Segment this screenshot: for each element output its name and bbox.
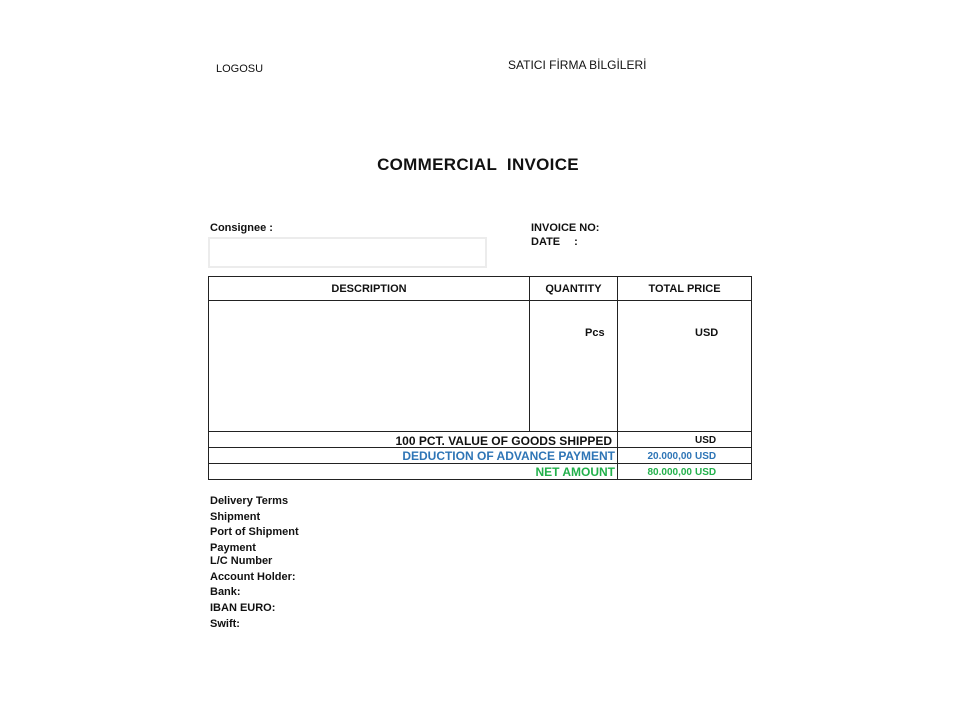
row-divider bbox=[209, 431, 751, 432]
consignee-field[interactable] bbox=[208, 237, 487, 268]
column-header-total-price: TOTAL PRICE bbox=[648, 283, 721, 295]
net-amount-value: 80.000,00 bbox=[647, 467, 692, 478]
term-account-holder: Account Holder: bbox=[210, 570, 296, 583]
terms-list bbox=[210, 495, 299, 634]
net-amount-label: NET AMOUNT bbox=[535, 465, 615, 479]
column-divider bbox=[617, 277, 618, 479]
term-shipment: Shipment bbox=[210, 510, 261, 523]
logo-placeholder: LOGOSU bbox=[216, 63, 264, 75]
term-iban-euro: IBAN EURO: bbox=[210, 602, 276, 615]
advance-deduction-label: DEDUCTION OF ADVANCE PAYMENT bbox=[402, 449, 615, 463]
net-amount-currency: USD bbox=[695, 467, 717, 478]
advance-deduction-currency: USD bbox=[695, 451, 717, 462]
advance-deduction-amount: 20.000,00 bbox=[647, 451, 692, 462]
goods-value-currency: USD bbox=[695, 435, 717, 446]
invoice-date-separator: : bbox=[574, 236, 578, 248]
term-bank: Bank: bbox=[210, 586, 241, 599]
document-title-text: COMMERCIAL INVOICE bbox=[377, 155, 579, 174]
quantity-unit: Pcs bbox=[585, 327, 605, 339]
invoice-date-row bbox=[531, 236, 578, 248]
term-payment: Payment bbox=[210, 542, 256, 555]
term-port-of-shipment: Port of Shipment bbox=[210, 526, 299, 539]
goods-value-label: 100 PCT. VALUE OF GOODS SHIPPED bbox=[395, 434, 612, 448]
invoice-date-label: DATE bbox=[531, 236, 561, 248]
header-divider bbox=[209, 300, 751, 301]
term-delivery-terms: Delivery Terms bbox=[210, 495, 289, 507]
price-currency: USD bbox=[695, 327, 719, 339]
term-swift: Swift: bbox=[210, 617, 240, 630]
invoice-table bbox=[208, 276, 752, 480]
column-header-description: DESCRIPTION bbox=[331, 283, 407, 295]
invoice-number-label: INVOICE NO: bbox=[531, 222, 600, 234]
seller-company-info: SATICI FİRMA BİLGİLERİ bbox=[508, 58, 647, 72]
consignee-label: Consignee : bbox=[210, 222, 273, 234]
row-divider bbox=[209, 463, 751, 464]
column-header-quantity: QUANTITY bbox=[545, 283, 602, 295]
term-lc-number: L/C Number bbox=[210, 555, 273, 568]
document-title bbox=[0, 155, 956, 175]
